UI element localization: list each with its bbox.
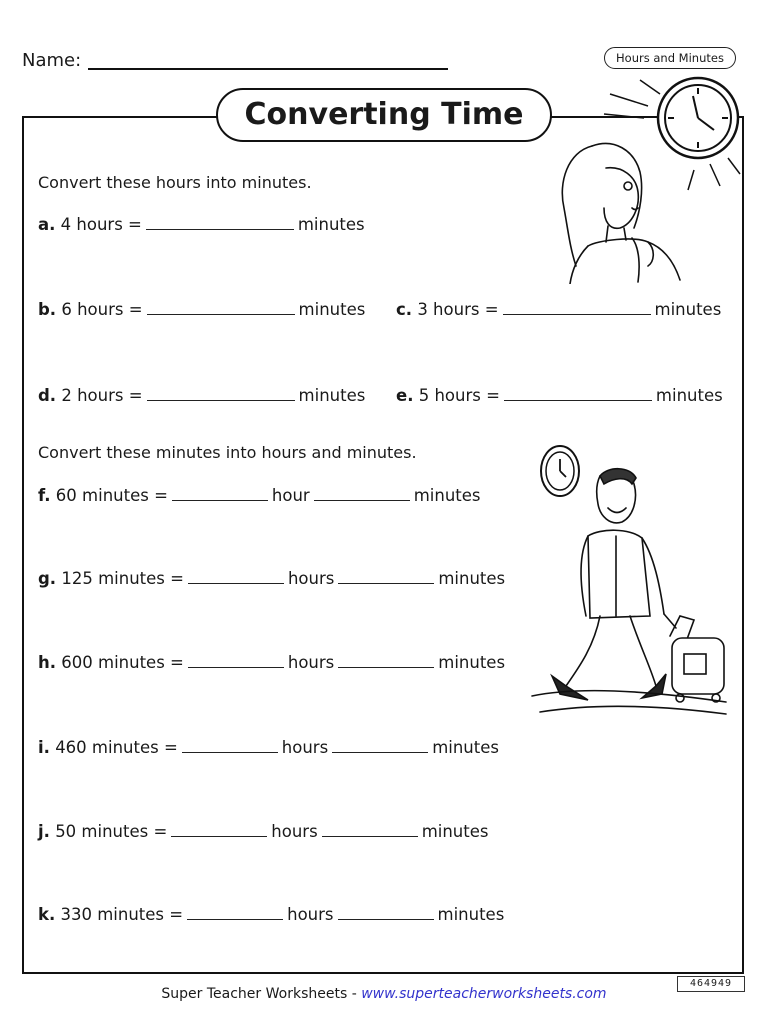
question-k: k. 330 minutes = hours minutes xyxy=(38,905,505,924)
answer-blank[interactable] xyxy=(504,399,652,401)
answer-blank[interactable] xyxy=(187,918,283,920)
answer-blank[interactable] xyxy=(188,582,284,584)
answer-blank[interactable] xyxy=(182,751,278,753)
answer-blank[interactable] xyxy=(188,666,284,668)
question-e: e. 5 hours = minutes xyxy=(396,386,723,405)
answer-blank[interactable] xyxy=(147,399,295,401)
question-f: f. 60 minutes = hour minutes xyxy=(38,486,481,505)
name-label: Name: xyxy=(22,50,82,71)
answer-blank[interactable] xyxy=(332,751,428,753)
question-g: g. 125 minutes = hours minutes xyxy=(38,569,506,588)
page-title: Converting Time xyxy=(216,88,552,142)
answer-blank[interactable] xyxy=(172,499,268,501)
question-a: a. 4 hours = minutes xyxy=(38,215,365,234)
worksheet-code: 464949 xyxy=(677,976,745,992)
name-input-line[interactable] xyxy=(88,68,448,70)
website-link[interactable]: www.superteacherworksheets.com xyxy=(361,986,607,1002)
instruction-hours: Convert these hours into minutes. xyxy=(38,173,312,192)
topic-badge: Hours and Minutes xyxy=(604,47,736,69)
answer-blank[interactable] xyxy=(171,835,267,837)
answer-blank[interactable] xyxy=(322,835,418,837)
answer-blank[interactable] xyxy=(503,313,651,315)
publisher-name: Super Teacher Worksheets - xyxy=(161,986,362,1002)
answer-blank[interactable] xyxy=(146,228,294,230)
question-b: b. 6 hours = minutes xyxy=(38,300,366,319)
instruction-minutes: Convert these minutes into hours and minutes. xyxy=(38,443,417,462)
question-h: h. 600 minutes = hours minutes xyxy=(38,653,506,672)
question-i: i. 460 minutes = hours minutes xyxy=(38,738,499,757)
footer-credit xyxy=(0,986,768,1002)
walking-man-illustration xyxy=(530,466,730,726)
answer-blank[interactable] xyxy=(314,499,410,501)
question-d: d. 2 hours = minutes xyxy=(38,386,366,405)
question-c: c. 3 hours = minutes xyxy=(396,300,722,319)
question-j: j. 50 minutes = hours minutes xyxy=(38,822,489,841)
answer-blank[interactable] xyxy=(338,918,434,920)
answer-blank[interactable] xyxy=(338,582,434,584)
answer-blank[interactable] xyxy=(147,313,295,315)
answer-blank[interactable] xyxy=(338,666,434,668)
girl-illustration xyxy=(548,138,688,284)
